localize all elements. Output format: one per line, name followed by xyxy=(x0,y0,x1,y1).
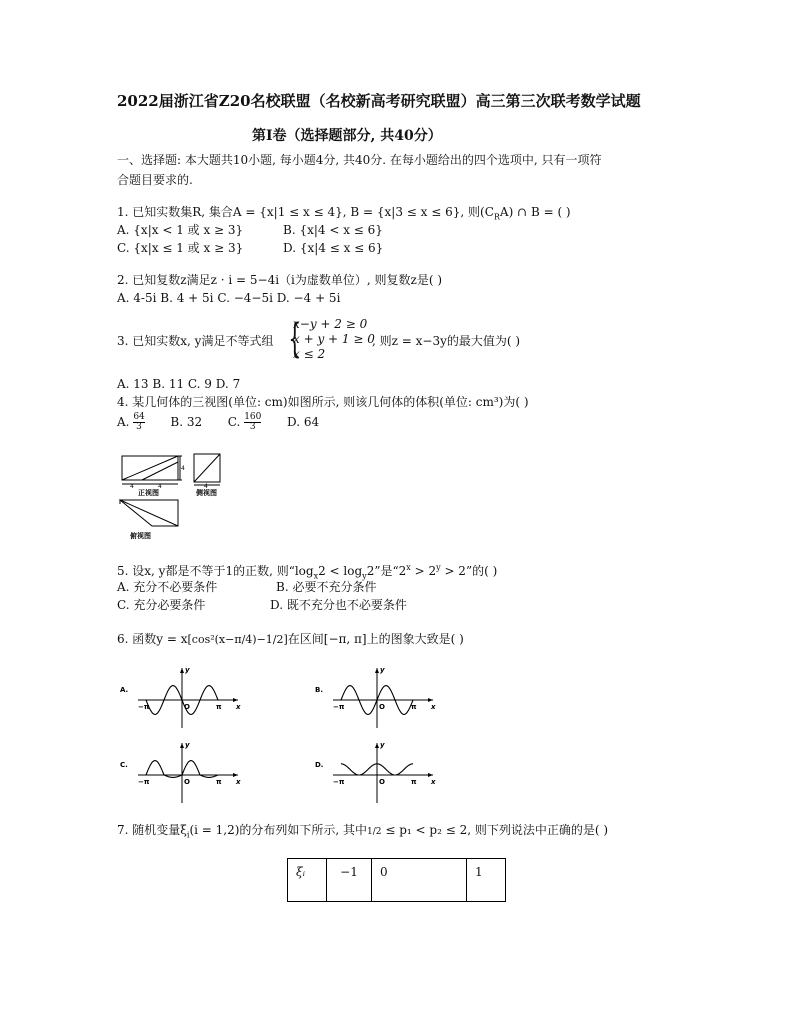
q4-a-den: 3 xyxy=(136,422,142,432)
q5-option-d[interactable]: D. 既不充分也不必要条件 xyxy=(270,598,407,612)
graph-option-label: B. xyxy=(315,686,323,694)
q5-sub-y: y xyxy=(362,571,367,581)
tick-label-neg-pi: −π xyxy=(333,703,345,711)
y-axis-label: y xyxy=(185,741,190,749)
front-view-label: 正视图 xyxy=(138,489,159,497)
graph-option-d[interactable] xyxy=(315,741,436,803)
tick-label-pi: π xyxy=(216,778,222,786)
graph-option-label: D. xyxy=(315,761,324,769)
y-axis-arrow-icon xyxy=(180,743,184,748)
graph-option-a[interactable] xyxy=(120,666,241,728)
y-axis-arrow-icon xyxy=(375,743,379,748)
question-3-stem-b: , 则z = x−3y的最大值为( ) xyxy=(372,334,521,348)
x-axis-label: x xyxy=(236,703,241,711)
graph-option-b[interactable] xyxy=(315,666,436,728)
q5-exp-x: x xyxy=(406,563,411,572)
origin-label: O xyxy=(379,703,385,711)
q6-stem-a: 6. 函数y = x xyxy=(117,632,188,646)
origin-label: O xyxy=(184,703,190,711)
tick-label-neg-pi: −π xyxy=(138,778,150,786)
top-view-label: 俯视图 xyxy=(130,532,151,540)
side-view-label: 侧视图 xyxy=(196,489,217,497)
x-axis-label: x xyxy=(236,778,241,786)
q7-half: 1/2 xyxy=(367,827,382,837)
question-3-stem-a: 3. 已知实数x, y满足不等式组 xyxy=(117,334,274,348)
side-view xyxy=(194,454,220,485)
section-subtitle: 第I卷（选择题部分, 共40分） xyxy=(252,128,442,144)
q2-options[interactable]: A. 4-5i B. 4 + 5i C. −4−5i D. −4 + 5i xyxy=(117,291,341,305)
q6-graph-options xyxy=(110,660,470,805)
q3-condition-2: x + y + 1 ≥ 0 xyxy=(293,332,375,346)
q3-condition-1: x−y + 2 ≥ 0 xyxy=(293,317,368,331)
q1-option-b[interactable]: B. {x|4 < x ≤ 6} xyxy=(283,223,383,237)
tick-label-pi: π xyxy=(411,778,417,786)
front-view-dim-1: 4 xyxy=(130,483,134,490)
question-4-stem: 4. 某几何体的三视图(单位: cm)如图所示, 则该几何体的体积(单位: cm³)为( ) xyxy=(117,395,529,409)
q5-mid2: 2”是“2 xyxy=(366,564,407,578)
table-row xyxy=(288,859,506,902)
q4-c-den: 3 xyxy=(249,422,256,432)
graph-option-label: C. xyxy=(120,761,128,769)
q4-a-num: 64 xyxy=(133,412,145,422)
tick-label-pi: π xyxy=(411,703,417,711)
q4-a-label: A. xyxy=(117,415,130,429)
q5-stem-end: > 2”的( ) xyxy=(440,564,498,578)
front-view xyxy=(122,456,182,484)
q7-sub: i xyxy=(186,830,190,840)
y-axis-arrow-icon xyxy=(375,668,379,673)
q5-mid3: > 2 xyxy=(410,564,437,578)
side-view-dim: 4 xyxy=(204,483,208,490)
q5-mid1: 2 < log xyxy=(318,564,363,578)
y-axis-label: y xyxy=(185,666,190,674)
graph-option-c[interactable] xyxy=(120,741,241,803)
x-axis-arrow-icon xyxy=(428,698,433,702)
x-axis-arrow-icon xyxy=(233,773,238,777)
q4-a-fraction xyxy=(133,413,144,432)
q4-c-fraction xyxy=(244,413,261,432)
q3-brace: { xyxy=(288,316,302,362)
q4-options[interactable] xyxy=(117,413,319,437)
q4-c-num: 160 xyxy=(244,412,262,422)
q4-d: D. 64 xyxy=(287,415,320,429)
q7-stem-mid: (i = 1,2)的分布列如下所示, 其中 xyxy=(189,823,368,837)
q3-condition-3: x ≤ 2 xyxy=(293,347,326,361)
x-axis-label: x xyxy=(431,778,436,786)
x-axis-arrow-icon xyxy=(233,698,238,702)
y-axis-arrow-icon xyxy=(180,668,184,673)
question-6-stem xyxy=(117,631,464,648)
q1-stem: 1. 已知实数集R, 集合A = {x|1 ≤ x ≤ 4}, B = {x|3 ≤ x ≤ 6}, 则(C xyxy=(117,205,494,219)
origin-label: O xyxy=(379,778,385,786)
section-instructions-line1: 一、选择题: 本大题共10小题, 每小题4分, 共40分. 在每小题给出的四个选项中, 只有一项符 xyxy=(117,153,602,167)
q1-option-c[interactable]: C. {x|x ≤ 1 或 x ≥ 3} xyxy=(117,241,244,255)
q1-sub: R xyxy=(493,212,500,222)
q4-c-label: C. xyxy=(227,415,241,429)
table-cell: ξᵢ xyxy=(288,859,327,902)
q7-distribution-table xyxy=(287,858,506,902)
q5-sub-x: x xyxy=(313,571,319,581)
q5-option-b[interactable]: B. 必要不充分条件 xyxy=(276,580,377,594)
q6-stem-b: 在区间[−π, π]上的图象大致是( ) xyxy=(287,632,464,646)
tick-label-pi: π xyxy=(216,703,222,711)
q5-option-c[interactable]: C. 充分必要条件 xyxy=(117,598,206,612)
q7-stem-end: ≤ p₁ < p₂ ≤ 2, 则下列说法中正确的是( ) xyxy=(381,823,609,837)
origin-label: O xyxy=(184,778,190,786)
question-2-stem: 2. 已知复数z满足z · i = 5−4i（i为虚数单位）, 则复数z是( ) xyxy=(117,273,443,287)
tick-label-neg-pi: −π xyxy=(333,778,345,786)
x-axis-label: x xyxy=(431,703,436,711)
q7-stem: 7. 随机变量ξ xyxy=(117,823,187,837)
three-view-figure xyxy=(116,450,226,542)
exam-title: 2022届浙江省Z20名校联盟（名校新高考研究联盟）高三第三次联考数学试题 xyxy=(117,92,641,110)
y-axis-label: y xyxy=(380,666,385,674)
q3-options[interactable]: A. 13 B. 11 C. 9 D. 7 xyxy=(117,377,241,391)
section-instructions-line2: 合题目要求的. xyxy=(117,173,193,187)
q4-b: B. 32 xyxy=(170,415,203,429)
q1-option-d[interactable]: D. {x|4 ≤ x ≤ 6} xyxy=(283,241,384,255)
q5-exp-y: y xyxy=(436,563,441,572)
q5-option-a[interactable]: A. 充分不必要条件 xyxy=(117,580,218,594)
q5-stem: 5. 设x, y都是不等于1的正数, 则“log xyxy=(117,564,314,578)
table-cell: −1 xyxy=(327,859,372,902)
q1-option-a[interactable]: A. {x|x < 1 或 x ≥ 3} xyxy=(117,223,244,237)
q6-bracket-expression: [cos²(x−π/4)−1/2] xyxy=(187,633,288,646)
table-cell: 0 xyxy=(372,859,467,902)
graph-option-label: A. xyxy=(120,686,129,694)
x-axis-arrow-icon xyxy=(428,773,433,777)
q1-stem-end: A) ∩ B = ( ) xyxy=(499,205,571,219)
question-7-stem xyxy=(117,822,608,843)
front-view-dim-2: 4 xyxy=(158,483,162,490)
y-axis-label: y xyxy=(380,741,385,749)
table-cell: 1 xyxy=(467,859,506,902)
front-view-dim-h: 4 xyxy=(181,465,185,472)
top-view xyxy=(120,500,178,526)
tick-label-neg-pi: −π xyxy=(138,703,150,711)
